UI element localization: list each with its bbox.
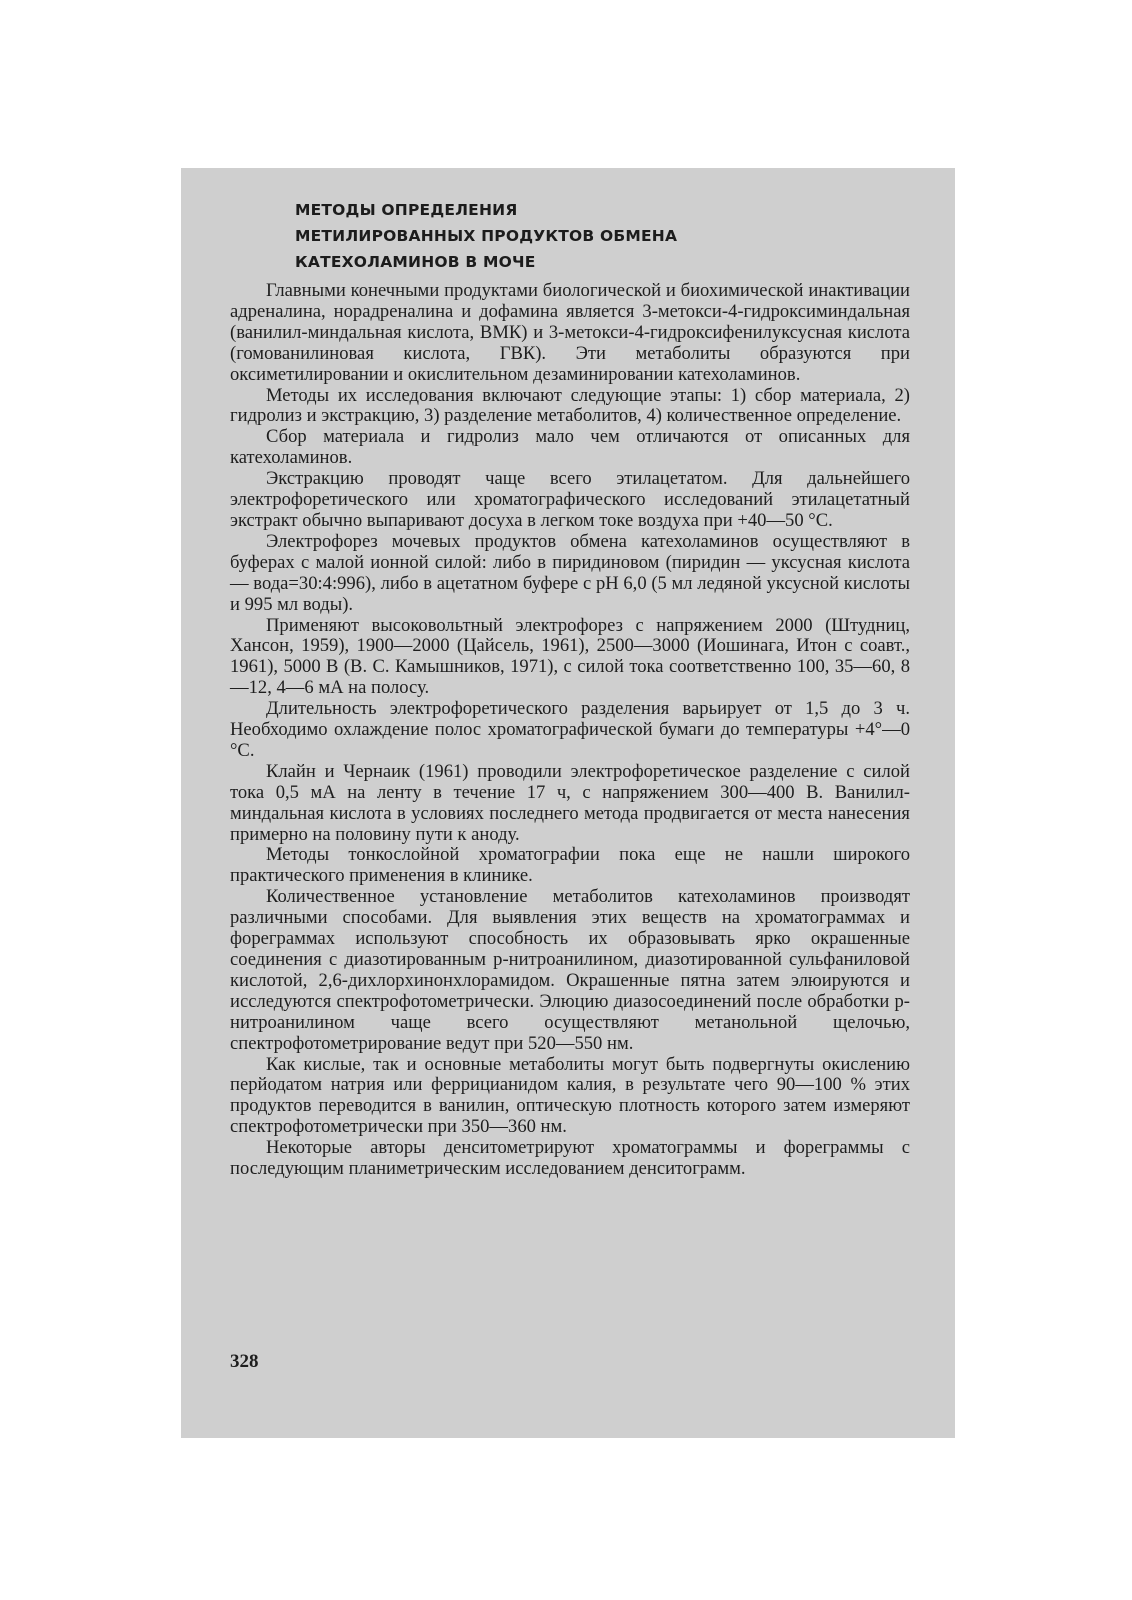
page-number: 328 — [230, 1351, 259, 1372]
paragraph: Экстракцию проводят чаще всего этилацетатом. Для дальнейшего электрофоретического или хроматографического исследований этилацетатный экстракт обычно выпаривают досуха в легком токе воздуха при +40—50 °C. — [230, 468, 910, 531]
paragraph: Длительность электрофоретического разделения варьирует от 1,5 до 3 ч. Необходимо охлаждение полос хроматографической бумаги до температуры +4°—0 °C. — [230, 698, 910, 761]
paragraph: Некоторые авторы денситометрируют хроматограммы и фореграммы с последующим планиметрическим исследованием денситограмм. — [230, 1137, 910, 1180]
paragraph: Электрофорез мочевых продуктов обмена катехоламинов осуществляют в буферах с малой ионной силой: либо в пиридиновом (пиридин — уксусная кислота — вода=30:4:996), либо в ацетатном буфере с pH 6,0 (5 мл ледяной уксусной кислоты и 995 мл воды). — [230, 530, 910, 615]
paragraph: Применяют высоковольтный электрофорез с напряжением 2000 (Штудниц, Хансон, 1959), 1900—2000 (Цайсель, 1961), 2500—3000 (Иошинага, Итон с соавт., 1961), 5000 В (В. С. Камышников, 1971), с силой тока соответственно 100, 35—60, 8—12, 4—6 мА на полосу. — [230, 614, 910, 699]
body-text — [230, 281, 910, 1180]
book-page — [181, 168, 955, 1438]
paragraph: Как кислые, так и основные метаболиты могут быть подвергнуты окислению перйодатом натрия или феррицианидом калия, в результате чего 90—100 % этих продуктов переводится в ванилин, оптическую плотность которого затем измеряют спектрофотометрически при 350—360 нм. — [230, 1053, 910, 1138]
paragraph: Количественное установление метаболитов катехоламинов производят различными способами. Для выявления этих веществ на хроматограммах и фореграммах используют способность их образовывать ярко окрашенные соединения с диазотированным p-нитроанилином, диазотированной сульфаниловой кислотой, 2,6-дихлорхинонхлорамидом. Окрашенные пятна затем элюируются и исследуются спектрофотометрически. Элюцию диазосоединений после обработки p-нитроанилином чаще всего осуществляют метанольной щелочью, спектрофотометрирование ведут при 520—550 нм. — [230, 886, 910, 1054]
heading-line: МЕТОДЫ ОПРЕДЕЛЕНИЯ — [295, 201, 518, 219]
paragraph: Методы тонкослойной хроматографии пока еще не нашли широкого практического применения в клинике. — [230, 844, 910, 887]
section-heading — [295, 197, 855, 275]
paragraph: Методы их исследования включают следующие этапы: 1) сбор материала, 2) гидролиз и экстракцию, 3) разделение метаболитов, 4) количественное определение. — [230, 384, 910, 427]
paragraph: Главными конечными продуктами биологической и биохимической инактивации адреналина, норадреналина и дофамина является 3-метокси-4-гидроксиминдальная (ванилил-миндальная кислота, ВМК) и 3-метокси-4-гидроксифенилуксусная кислота (гомованилиновая кислота, ГВК). Эти метаболиты образуются при оксиметилировании и окислительном дезаминировании катехоламинов. — [230, 280, 910, 385]
heading-line: КАТЕХОЛАМИНОВ В МОЧЕ — [295, 253, 536, 271]
heading-line: МЕТИЛИРОВАННЫХ ПРОДУКТОВ ОБМЕНА — [295, 227, 678, 245]
paragraph: Сбор материала и гидролиз мало чем отличаются от описанных для катехоламинов. — [230, 426, 910, 469]
paragraph: Клайн и Чернаик (1961) проводили электрофоретическое разделение с силой тока 0,5 мА на ленту в течение 17 ч, с напряжением 300—400 В. Ванилил-миндальная кислота в условиях последнего метода продвигается от места нанесения примерно на половину пути к аноду. — [230, 760, 910, 845]
